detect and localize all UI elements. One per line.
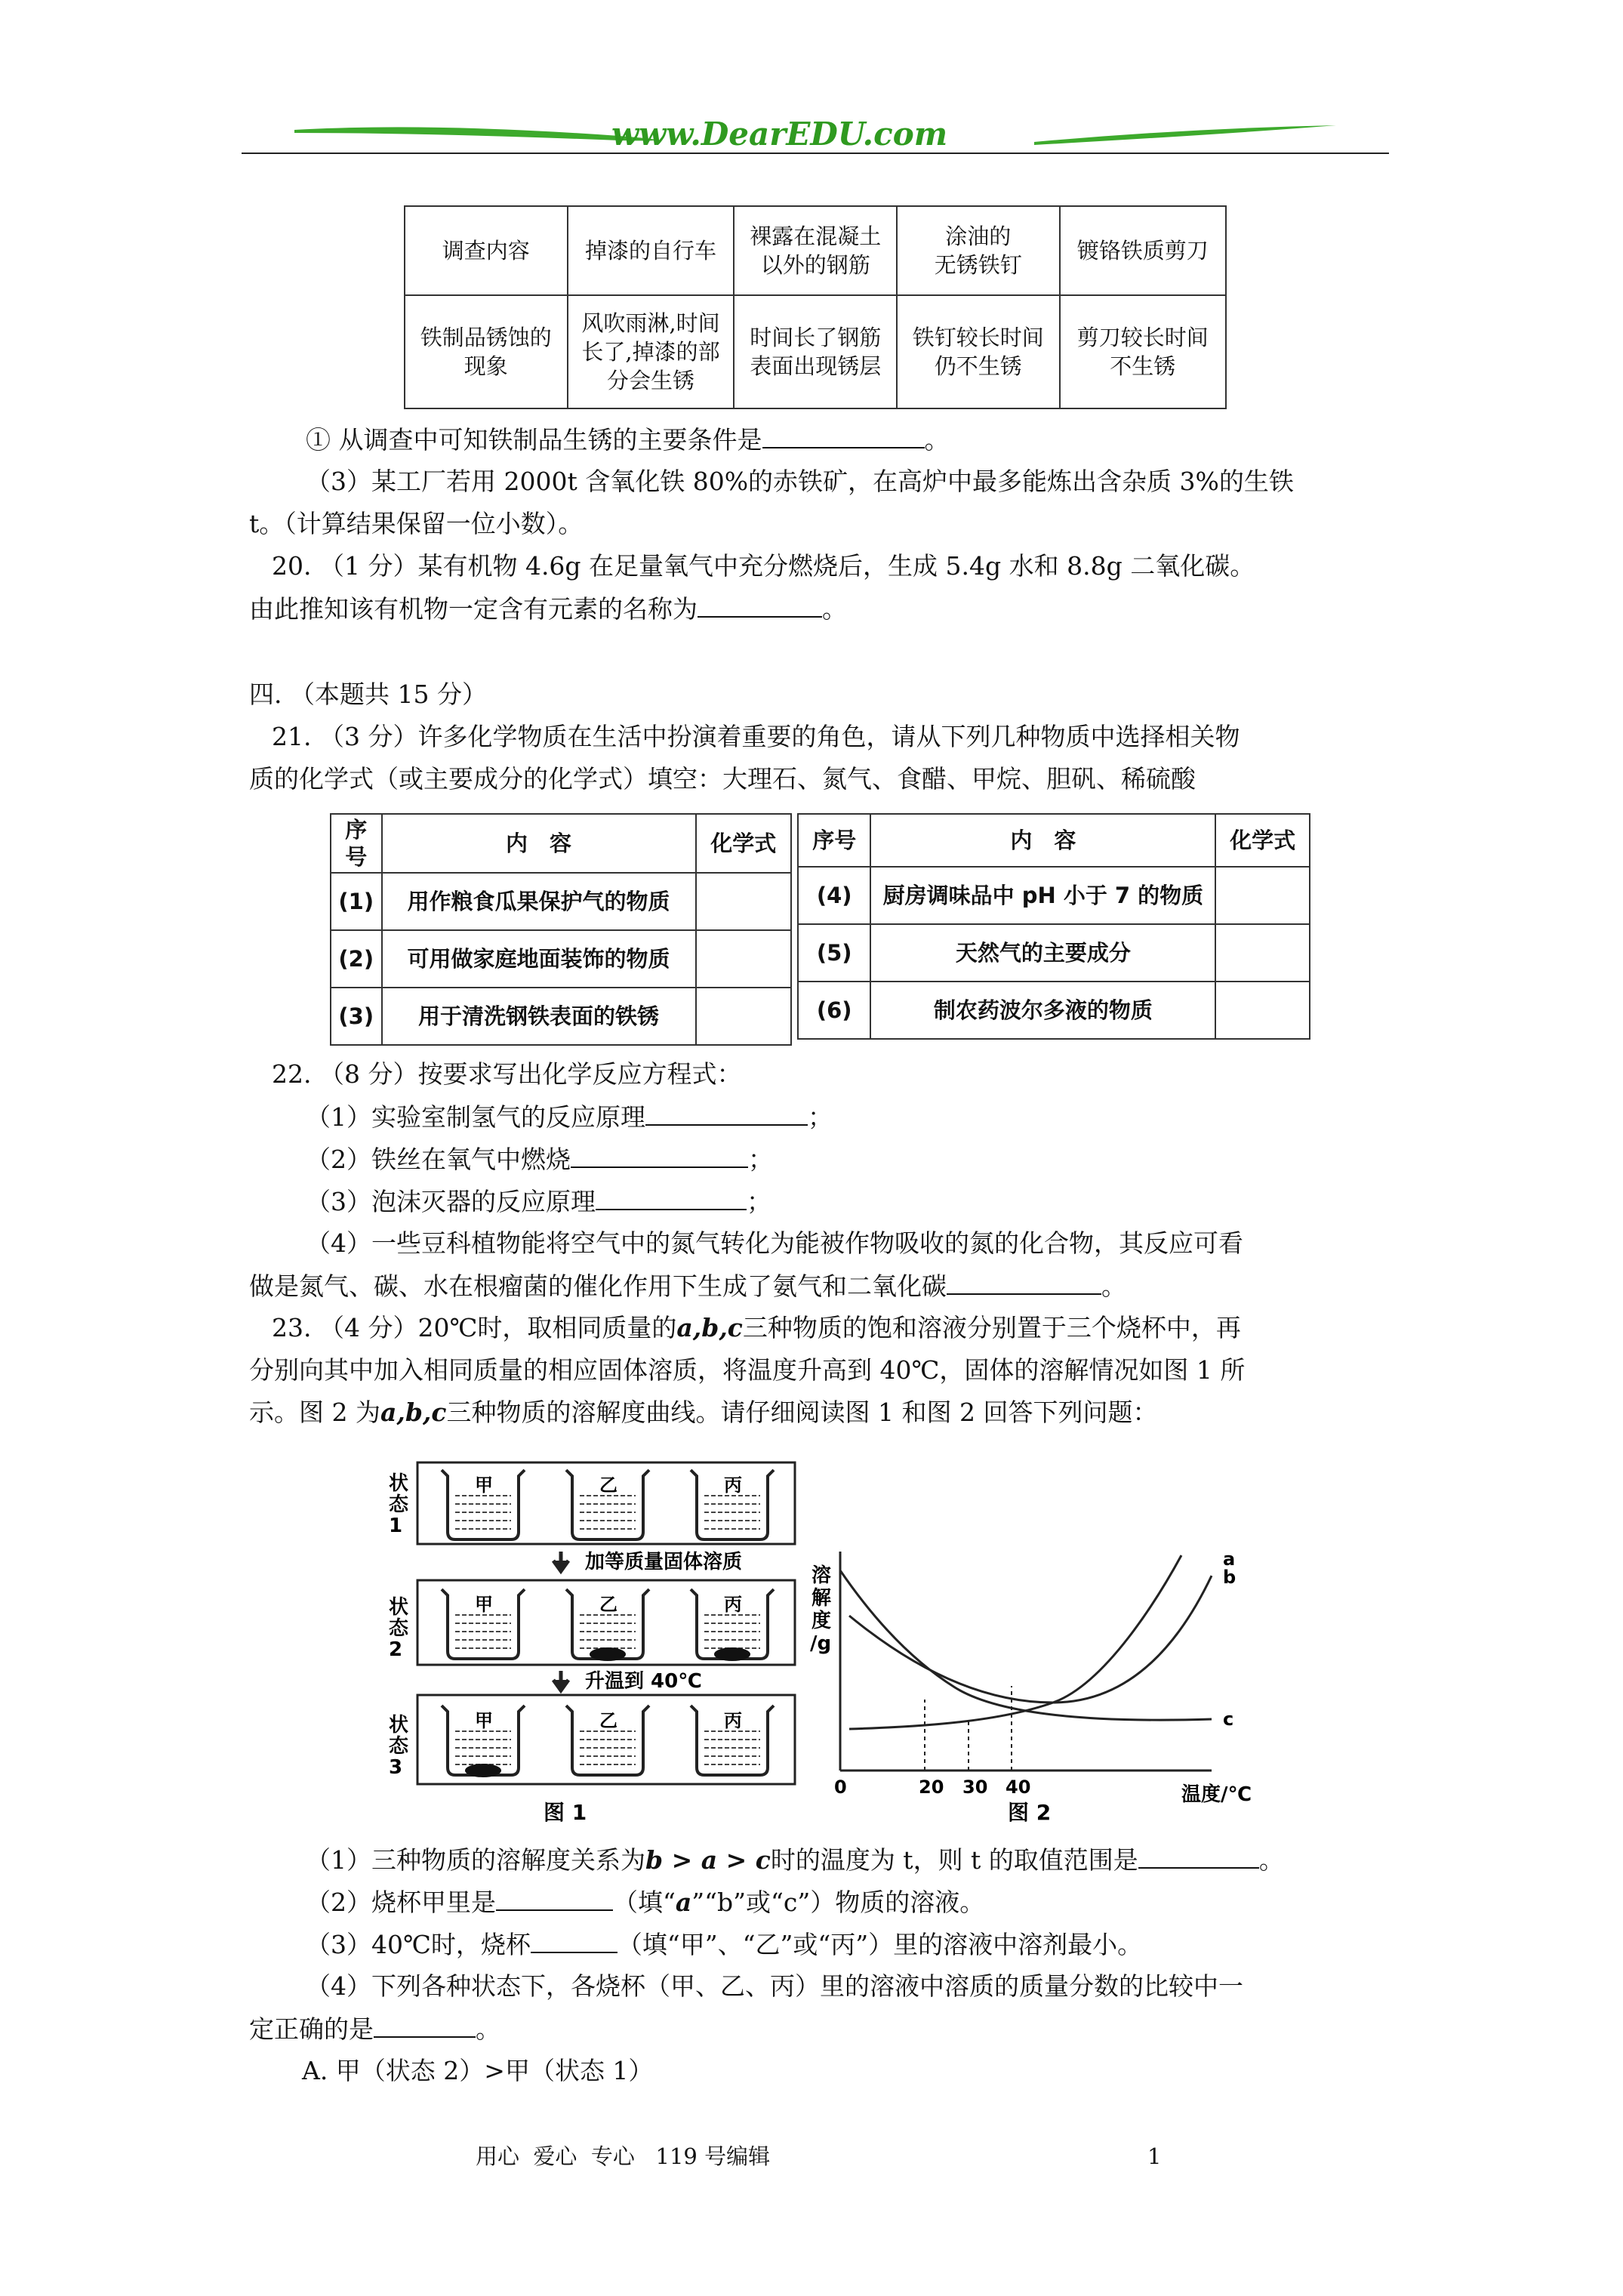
option-a[interactable]: A. 甲（状态 2）>甲（状态 1）	[302, 2056, 654, 2085]
curve-label-b: b	[1223, 1567, 1236, 1588]
q19-line1	[306, 424, 950, 455]
footer-text: 用心 爱心 专心 119 号编辑	[476, 2143, 771, 2169]
q23-text: （填“甲”、“乙”或“丙”）里的溶液中溶剂最小。	[617, 1930, 1143, 1959]
answer-blank[interactable]	[374, 2014, 476, 2038]
semicolon: ；	[748, 1145, 773, 1174]
table-cell: 涂油的 无锈铁钉	[897, 206, 1060, 295]
beaker	[566, 1470, 649, 1539]
q23-text: 三种物质的饱和溶液分别置于三个烧杯中，再	[742, 1313, 1241, 1342]
beaker	[566, 1589, 649, 1661]
q22-line5	[249, 1271, 1126, 1302]
answer-blank[interactable]	[645, 1102, 808, 1126]
q23-text: （2）烧杯甲里是	[306, 1888, 496, 1917]
x-axis-label: 温度/℃	[1181, 1783, 1252, 1806]
q23-line1	[272, 1313, 1241, 1343]
period: 。	[476, 2014, 500, 2044]
q22-text: （2）铁丝在氧气中燃烧	[306, 1145, 571, 1174]
q23-text: （3）40℃时，烧杯	[306, 1930, 531, 1959]
beaker	[442, 1589, 525, 1659]
q22-line3	[306, 1186, 771, 1217]
formula-answer-cell[interactable]	[1215, 982, 1310, 1039]
a-symbol: a	[675, 1888, 692, 1917]
beaker	[566, 1706, 649, 1775]
relation-symbol: b > a > c	[645, 1845, 771, 1875]
q23-line3	[249, 1398, 1157, 1428]
table-cell: 铁制品锈蚀的 现象	[405, 295, 568, 408]
beaker-label: 甲	[475, 1594, 493, 1615]
beaker-label: 丙	[724, 1710, 742, 1731]
table-cell: (5)	[798, 924, 870, 982]
q22-text: （1）实验室制氢气的反应原理	[306, 1102, 645, 1132]
table-cell: (6)	[798, 982, 870, 1039]
formula-answer-cell[interactable]	[1215, 867, 1310, 924]
y-axis-label: /g	[810, 1632, 832, 1655]
answer-blank[interactable]	[571, 1144, 748, 1168]
beaker	[691, 1470, 774, 1539]
section-heading: 四. （本题共 15 分）	[249, 680, 487, 709]
y-axis-label: 度	[812, 1610, 832, 1632]
q23-text: （填“	[613, 1888, 676, 1917]
x-tick-label: 30	[962, 1777, 988, 1798]
page-number: 1	[1147, 2143, 1162, 2169]
arrow-2-label: 升温到 40℃	[585, 1670, 702, 1693]
table-cell: 调查内容	[405, 206, 568, 295]
q23-sub3	[306, 1929, 1142, 1960]
table-cell: 时间长了钢筋 表面出现锈层	[734, 295, 897, 408]
q23-line2: 分别向其中加入相同质量的相应固体溶质，将温度升高到 40℃，固体的溶解情况如图 1 所	[249, 1355, 1246, 1385]
table-cell: 铁钉较长时间 仍不生锈	[897, 295, 1060, 408]
q20-text: 由此推知该有机物一定含有元素的名称为	[249, 594, 698, 624]
table-cell: 天然气的主要成分	[870, 924, 1215, 982]
beaker	[691, 1706, 774, 1775]
arrow-1-label: 加等质量固体溶质	[585, 1551, 743, 1573]
q19-line2: （3）某工厂若用 2000t 含氧化铁 80%的赤铁矿，在高炉中最多能炼出含杂质 3%的生铁	[306, 467, 1294, 496]
figure-1-caption: 图 1	[544, 1800, 587, 1825]
beaker-label: 乙	[599, 1594, 617, 1615]
solubility-curves	[840, 1552, 1236, 1730]
table-cell: (3)	[331, 988, 382, 1045]
x-tick-label: 20	[919, 1777, 944, 1798]
q23-text: 23. （4 分）20℃时，取相同质量的	[272, 1313, 677, 1342]
table-cell: 用作粮食瓜果保护气的物质	[382, 873, 696, 930]
formula-answer-cell[interactable]	[696, 873, 792, 930]
curve-c	[840, 1570, 1212, 1720]
beaker	[442, 1470, 525, 1539]
state-2-label: 状	[389, 1596, 409, 1619]
answer-blank[interactable]	[531, 1929, 617, 1953]
q21-line2: 质的化学式（或主要成分的化学式）填空：大理石、氮气、食醋、甲烷、胆矾、稀硫酸	[249, 764, 1196, 794]
beaker-label: 丙	[724, 1475, 742, 1496]
y-axis-label: 溶	[812, 1564, 832, 1587]
state-1-label: 状	[389, 1472, 409, 1495]
state-3-label: 状	[389, 1714, 409, 1737]
figure-2	[804, 1552, 1272, 1838]
formula-table-left	[330, 813, 792, 1046]
q19-text: ① 从调查中可知铁制品生锈的主要条件是	[306, 425, 762, 455]
state-1-label: 态	[389, 1493, 409, 1516]
figure-2-caption: 图 2	[1008, 1800, 1052, 1825]
table-cell: 可用做家庭地面装饰的物质	[382, 930, 696, 988]
beaker	[691, 1589, 774, 1661]
figure-1	[381, 1453, 804, 1831]
answer-blank[interactable]	[496, 1887, 613, 1911]
answer-blank[interactable]	[762, 424, 925, 448]
abc-symbol: a,b,c	[380, 1398, 447, 1427]
table-cell: 制农药波尔多液的物质	[870, 982, 1215, 1039]
semicolon: ；	[808, 1102, 833, 1132]
table-cell: 风吹雨淋,时间 长了,掉漆的部 分会生锈	[568, 295, 735, 408]
answer-blank[interactable]	[1138, 1845, 1259, 1869]
q20-line2	[249, 593, 847, 624]
q23-sub4b	[249, 2014, 500, 2045]
table-header: 化学式	[1215, 814, 1310, 867]
header-rule	[242, 153, 1389, 154]
period: 。	[1258, 1845, 1284, 1875]
abc-symbol: a,b,c	[676, 1313, 743, 1342]
x-tick-label: 0	[834, 1777, 847, 1798]
table-cell: 用于清洗钢铁表面的铁锈	[382, 988, 696, 1045]
beaker-label: 丙	[724, 1594, 742, 1615]
period: 。	[822, 594, 847, 624]
semicolon: ；	[747, 1187, 771, 1216]
q23-sub4: （4）下列各种状态下，各烧杯（甲、乙、丙）里的溶液中溶质的质量分数的比较中一	[306, 1971, 1243, 2001]
table-cell: 掉漆的自行车	[568, 206, 735, 295]
survey-table	[404, 205, 1227, 409]
table-cell: 裸露在混凝土 以外的钢筋	[734, 206, 897, 295]
beaker-label: 乙	[599, 1710, 617, 1731]
q22-line1	[306, 1102, 833, 1133]
formula-table-right	[797, 813, 1310, 1040]
q22-text: 做是氮气、碳、水在根瘤菌的催化作用下生成了氨气和二氧化碳	[249, 1271, 947, 1301]
table-header: 序号	[798, 814, 870, 867]
q22-text: （3）泡沫灭器的反应原理	[306, 1187, 596, 1216]
x-tick-label: 40	[1006, 1777, 1031, 1798]
q20-line1: 20. （1 分）某有机物 4.6g 在足量氧气中充分燃烧后，生成 5.4g 水和 8.8g 二氧化碳。	[272, 551, 1255, 581]
x-ticks	[834, 1686, 1030, 1798]
table-header: 内 容	[382, 814, 696, 873]
y-axis-label: 解	[812, 1587, 832, 1610]
q23-text: ”“b”或“c”）物质的溶液。	[691, 1888, 985, 1917]
beaker-label: 甲	[475, 1475, 493, 1496]
answer-blank[interactable]	[947, 1271, 1101, 1295]
logo-graphic	[242, 113, 1389, 159]
q22-line4: （4）一些豆科植物能将空气中的氮气转化为能被作物吸收的氮的化合物，其反应可看	[306, 1228, 1243, 1258]
beaker-label: 乙	[599, 1475, 617, 1496]
table-cell: (4)	[798, 867, 870, 924]
table-header: 序号	[331, 814, 382, 873]
state-2-label: 2	[389, 1638, 403, 1661]
q22-line0: 22. （8 分）按要求写出化学反应方程式：	[272, 1059, 742, 1089]
q23-text: 示。图 2 为	[249, 1398, 380, 1427]
beaker-label: 甲	[475, 1710, 493, 1731]
q23-text: 时的温度为 t，则 t 的取值范围是	[770, 1845, 1138, 1875]
state-3-label: 态	[389, 1735, 409, 1758]
answer-blank[interactable]	[596, 1186, 747, 1210]
q22-line2	[306, 1144, 773, 1175]
answer-blank[interactable]	[698, 593, 822, 618]
q23-sub2	[306, 1887, 984, 1918]
table-cell: 厨房调味品中 pH 小于 7 的物质	[870, 867, 1215, 924]
table-header: 化学式	[696, 814, 792, 873]
state-3-label: 3	[389, 1756, 403, 1779]
q21-line1: 21. （3 分）许多化学物质在生活中扮演着重要的角色，请从下列几种物质中选择相关物	[272, 722, 1240, 751]
beakers	[442, 1470, 774, 1777]
formula-answer-cell[interactable]	[696, 930, 792, 988]
table-cell: (2)	[331, 930, 382, 988]
table-cell: 镀铬铁质剪刀	[1060, 206, 1226, 295]
table-cell: 剪刀较长时间 不生锈	[1060, 295, 1226, 408]
formula-answer-cell[interactable]	[696, 988, 792, 1045]
curve-label-c: c	[1223, 1709, 1234, 1730]
table-cell: (1)	[331, 873, 382, 930]
table-header: 内 容	[870, 814, 1215, 867]
q23-sub1	[306, 1845, 1284, 1875]
q23-text: 定正确的是	[249, 2014, 374, 2044]
period: 。	[924, 425, 950, 455]
formula-answer-cell[interactable]	[1215, 924, 1310, 982]
period: 。	[1101, 1271, 1126, 1301]
q23-text: 三种物质的溶解度曲线。请仔细阅读图 1 和图 2 回答下列问题：	[446, 1398, 1158, 1427]
q19-line3: t。（计算结果保留一位小数）。	[249, 509, 584, 538]
q23-text: （1）三种物质的溶解度关系为	[306, 1845, 645, 1875]
beaker	[442, 1706, 525, 1777]
curve-label-a: a	[1223, 1552, 1236, 1570]
state-2-label: 态	[389, 1617, 409, 1640]
logo-text: www.DearEDU.com	[611, 116, 948, 153]
header-logo	[242, 113, 1389, 159]
state-1-label: 1	[389, 1515, 403, 1537]
